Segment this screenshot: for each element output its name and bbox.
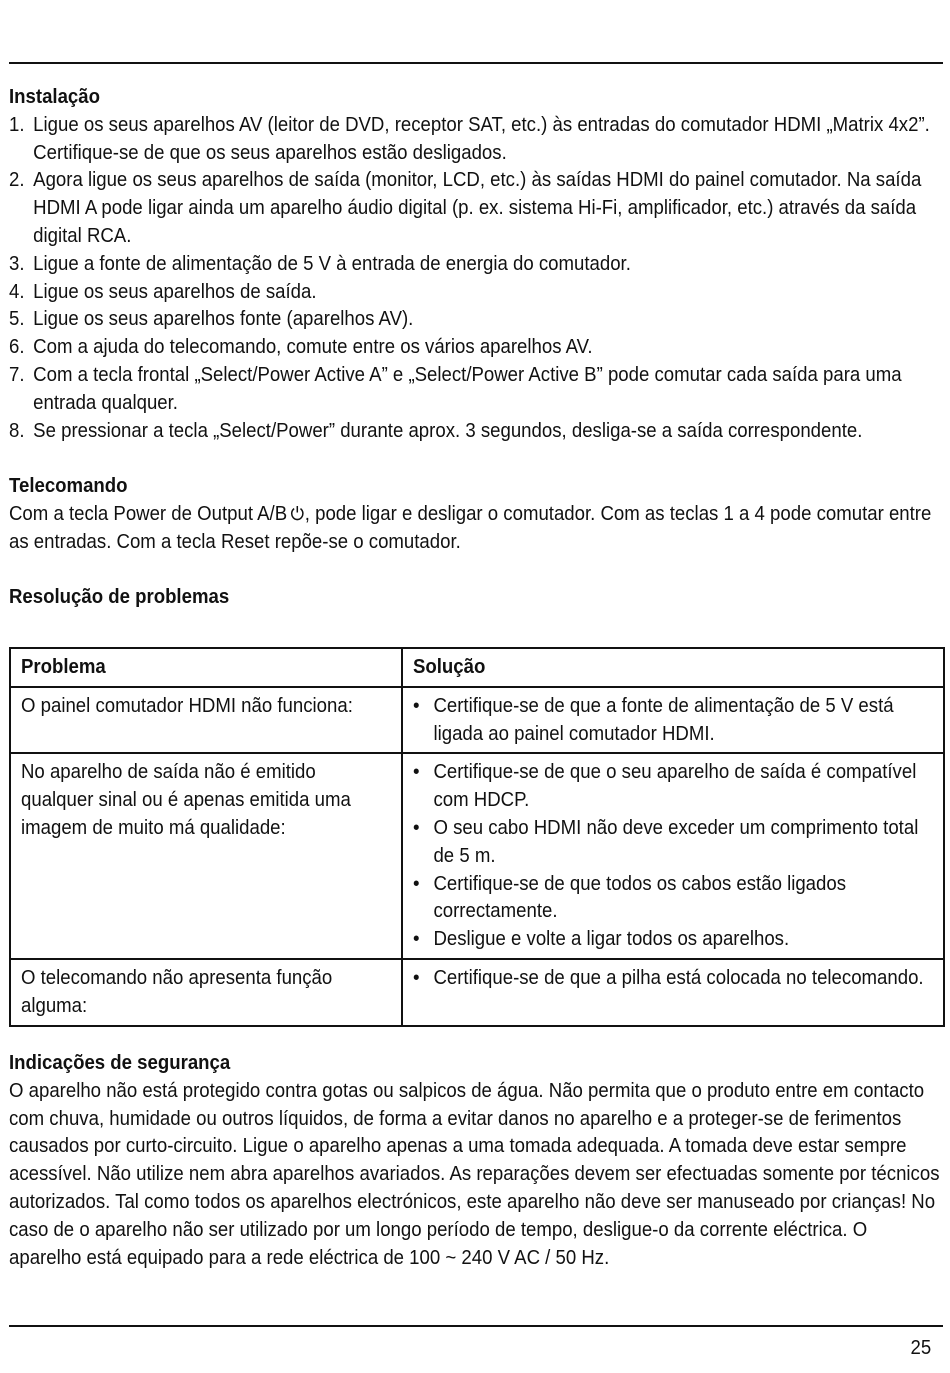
step-number: 5. — [9, 308, 25, 331]
remote-text-end: , pode ligar e desligar o comutador. Com as teclas 1 a 4 pode comutar entre as entradas. Com a tecla Reset repõe-se o comutador. — [9, 502, 932, 553]
list-item — [9, 167, 943, 250]
list-item — [9, 334, 943, 362]
solution-item: • Certifique-se de que a fonte de alimentação de 5 V está ligada ao painel comutador HDMI. — [413, 693, 935, 749]
solution-item: • Desligue e volte a ligar todos os aparelhos. — [413, 926, 935, 954]
remote-text-start: Com a tecla Power de Output A/B — [9, 502, 288, 525]
solution-item: • Certifique-se de que o seu aparelho de saída é compatível com HDCP. — [413, 759, 935, 815]
table-row — [10, 959, 944, 1026]
solution-cell — [402, 959, 944, 1026]
table-header-row — [10, 648, 944, 687]
problem-cell: O telecomando não apresenta função alguma: — [10, 959, 402, 1026]
upper-content — [9, 84, 943, 612]
safety-heading: Indicações de segurança — [9, 1052, 231, 1074]
step-number: 4. — [9, 280, 25, 303]
solution-item: • O seu cabo HDMI não deve exceder um comprimento total de 5 m. — [413, 815, 935, 871]
step-number: 6. — [9, 336, 25, 359]
step-number: 2. — [9, 169, 25, 192]
step-text: Se pressionar a tecla „Select/Power” durante aprox. 3 segundos, desliga-se a saída correspondente. — [33, 419, 863, 442]
table-row — [10, 687, 944, 754]
table-row — [10, 753, 944, 959]
step-text: Ligue os seus aparelhos AV (leitor de DVD, receptor SAT, etc.) às entradas do comutador HDMI „Matrix 4x2”. Certifique-se de que os seus aparelhos estão desligados. — [33, 113, 930, 164]
column-header-problem: Problema — [10, 648, 402, 687]
solution-cell — [402, 687, 944, 754]
step-text: Ligue os seus aparelhos fonte (aparelhos AV). — [33, 308, 414, 331]
remote-paragraph — [9, 501, 943, 557]
solution-item: • Certifique-se de que a pilha está colocada no telecomando. — [413, 965, 935, 993]
step-text: Com a ajuda do telecomando, comute entre os vários aparelhos AV. — [33, 336, 593, 359]
list-item — [9, 112, 943, 168]
safety-paragraph: O aparelho não está protegido contra gotas ou salpicos de água. Não permita que o produto entre em contacto com chuva, humidade ou outros líquidos, de forma a evitar danos no aparelho e a proteger-se de ferimentos causados por curto-circuito. Ligue o aparelho apenas a uma tomada adequada. A tomada deve estar sempre acessível. Não utilize nem abra aparelhos avariados. As reparações devem ser efectuadas somente por técnicos autorizados. Tal como todos os aparelhos electrónicos, este aparelho não deve ser manuseado por crianças! No caso de o aparelho não ser utilizado por um longo período de tempo, desligue-o da corrente eléctrica. O aparelho está equipado para a rede eléctrica de 100 ~ 240 V AC / 50 Hz. — [9, 1079, 940, 1269]
safety-section — [9, 1050, 943, 1272]
step-text: Agora ligue os seus aparelhos de saída (monitor, LCD, etc.) às saídas HDMI do painel comutador. Na saída HDMI A pode ligar ainda um aparelho áudio digital (p. ex. sistema Hi-Fi, amplificador, etc.) através da saída digital RCA. — [33, 169, 922, 247]
step-text: Ligue a fonte de alimentação de 5 V à entrada de energia do comutador. — [33, 252, 631, 275]
solution-cell — [402, 753, 944, 959]
column-header-solution: Solução — [402, 648, 944, 687]
problem-cell: No aparelho de saída não é emitido qualquer sinal ou é apenas emitida uma imagem de muito má qualidade: — [10, 753, 402, 959]
power-icon — [290, 502, 305, 518]
list-item — [9, 306, 943, 334]
problem-cell: O painel comutador HDMI não funciona: — [10, 687, 402, 754]
installation-steps — [9, 112, 943, 446]
list-item — [9, 362, 943, 418]
step-number: 1. — [9, 113, 25, 136]
bottom-rule — [9, 1325, 943, 1327]
step-number: 8. — [9, 419, 25, 442]
list-item — [9, 251, 943, 279]
list-item — [9, 279, 943, 307]
troubleshooting-heading: Resolução de problemas — [9, 586, 230, 609]
installation-heading: Instalação — [9, 86, 100, 108]
remote-heading: Telecomando — [9, 475, 128, 498]
troubleshooting-table — [9, 647, 945, 1027]
step-text: Com a tecla frontal „Select/Power Active A” e „Select/Power Active B” pode comutar cada saída para uma entrada qualquer. — [33, 363, 902, 414]
top-rule — [9, 62, 943, 64]
list-item — [9, 418, 943, 446]
step-number: 7. — [9, 363, 25, 386]
step-number: 3. — [9, 252, 25, 275]
page-number: 25 — [910, 1337, 931, 1359]
manual-page — [9, 0, 943, 1373]
solution-item: • Certifique-se de que todos os cabos estão ligados correctamente. — [413, 871, 935, 927]
step-text: Ligue os seus aparelhos de saída. — [33, 280, 317, 303]
